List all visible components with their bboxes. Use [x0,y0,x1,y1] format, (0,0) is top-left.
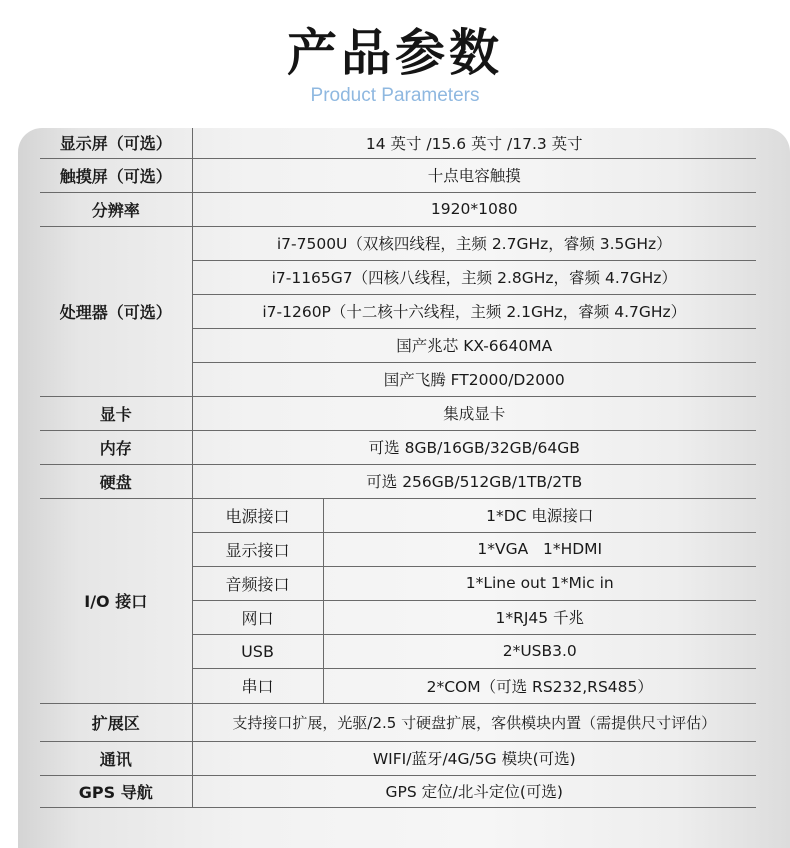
spec-label: I/O 接口 [40,498,192,703]
cpu-option: i7-7500U（双核四线程，主频 2.7GHz，睿频 3.5GHz） [192,226,756,260]
spec-value: 支持接口扩展，光驱/2.5 寸硬盘扩展，客供模块内置（需提供尺寸评估） [192,703,756,741]
cpu-option: 国产飞腾 FT2000/D2000 [192,362,756,396]
spec-table [40,128,756,808]
spec-row-comm [40,741,756,775]
spec-label: 通讯 [40,741,192,775]
io-port-value: 1*RJ45 千兆 [323,600,756,634]
spec-row-display [40,128,756,158]
io-port-value: 2*COM（可选 RS232,RS485） [323,668,756,703]
spec-row-touch [40,158,756,192]
spec-value: 可选 256GB/512GB/1TB/2TB [192,464,756,498]
cpu-option: 国产兆芯 KX-6640MA [192,328,756,362]
spec-label: 显示屏（可选） [40,128,192,158]
spec-label: 触摸屏（可选） [40,158,192,192]
io-port-value: 1*Line out 1*Mic in [323,566,756,600]
cpu-option: i7-1165G7（四核八线程，主频 2.8GHz，睿频 4.7GHz） [192,260,756,294]
io-port-value: 1*DC 电源接口 [323,498,756,532]
cpu-option: i7-1260P（十二核十六线程，主频 2.1GHz，睿频 4.7GHz） [192,294,756,328]
page-title: 产品参数 [287,24,503,82]
spec-row-gpu [40,396,756,430]
spec-value: GPS 定位/北斗定位(可选) [192,775,756,807]
spec-value: 14 英寸 /15.6 英寸 /17.3 英寸 [192,128,756,158]
spec-value: 集成显卡 [192,396,756,430]
io-port-name: USB [192,634,323,668]
spec-row-memory [40,430,756,464]
io-port-name: 电源接口 [192,498,323,532]
spec-label: 显卡 [40,396,192,430]
spec-row-storage [40,464,756,498]
spec-row-io [40,498,756,532]
spec-label: 扩展区 [40,703,192,741]
spec-row-expansion [40,703,756,741]
io-port-value: 1*VGA 1*HDMI [323,532,756,566]
io-port-name: 串口 [192,668,323,703]
spec-value: WIFI/蓝牙/4G/5G 模块(可选) [192,741,756,775]
page-subtitle: Product Parameters [310,85,480,106]
spec-label: 内存 [40,430,192,464]
spec-row-gps [40,775,756,807]
spec-value: 可选 8GB/16GB/32GB/64GB [192,430,756,464]
spec-label: 处理器（可选） [40,226,192,396]
spec-value: 1920*1080 [192,192,756,226]
spec-row-cpu [40,226,756,260]
spec-row-resolution [40,192,756,226]
io-port-name: 显示接口 [192,532,323,566]
io-port-value: 2*USB3.0 [323,634,756,668]
spec-label: 分辨率 [40,192,192,226]
spec-label: GPS 导航 [40,775,192,807]
io-port-name: 网口 [192,600,323,634]
io-port-name: 音频接口 [192,566,323,600]
spec-label: 硬盘 [40,464,192,498]
spec-value: 十点电容触摸 [192,158,756,192]
